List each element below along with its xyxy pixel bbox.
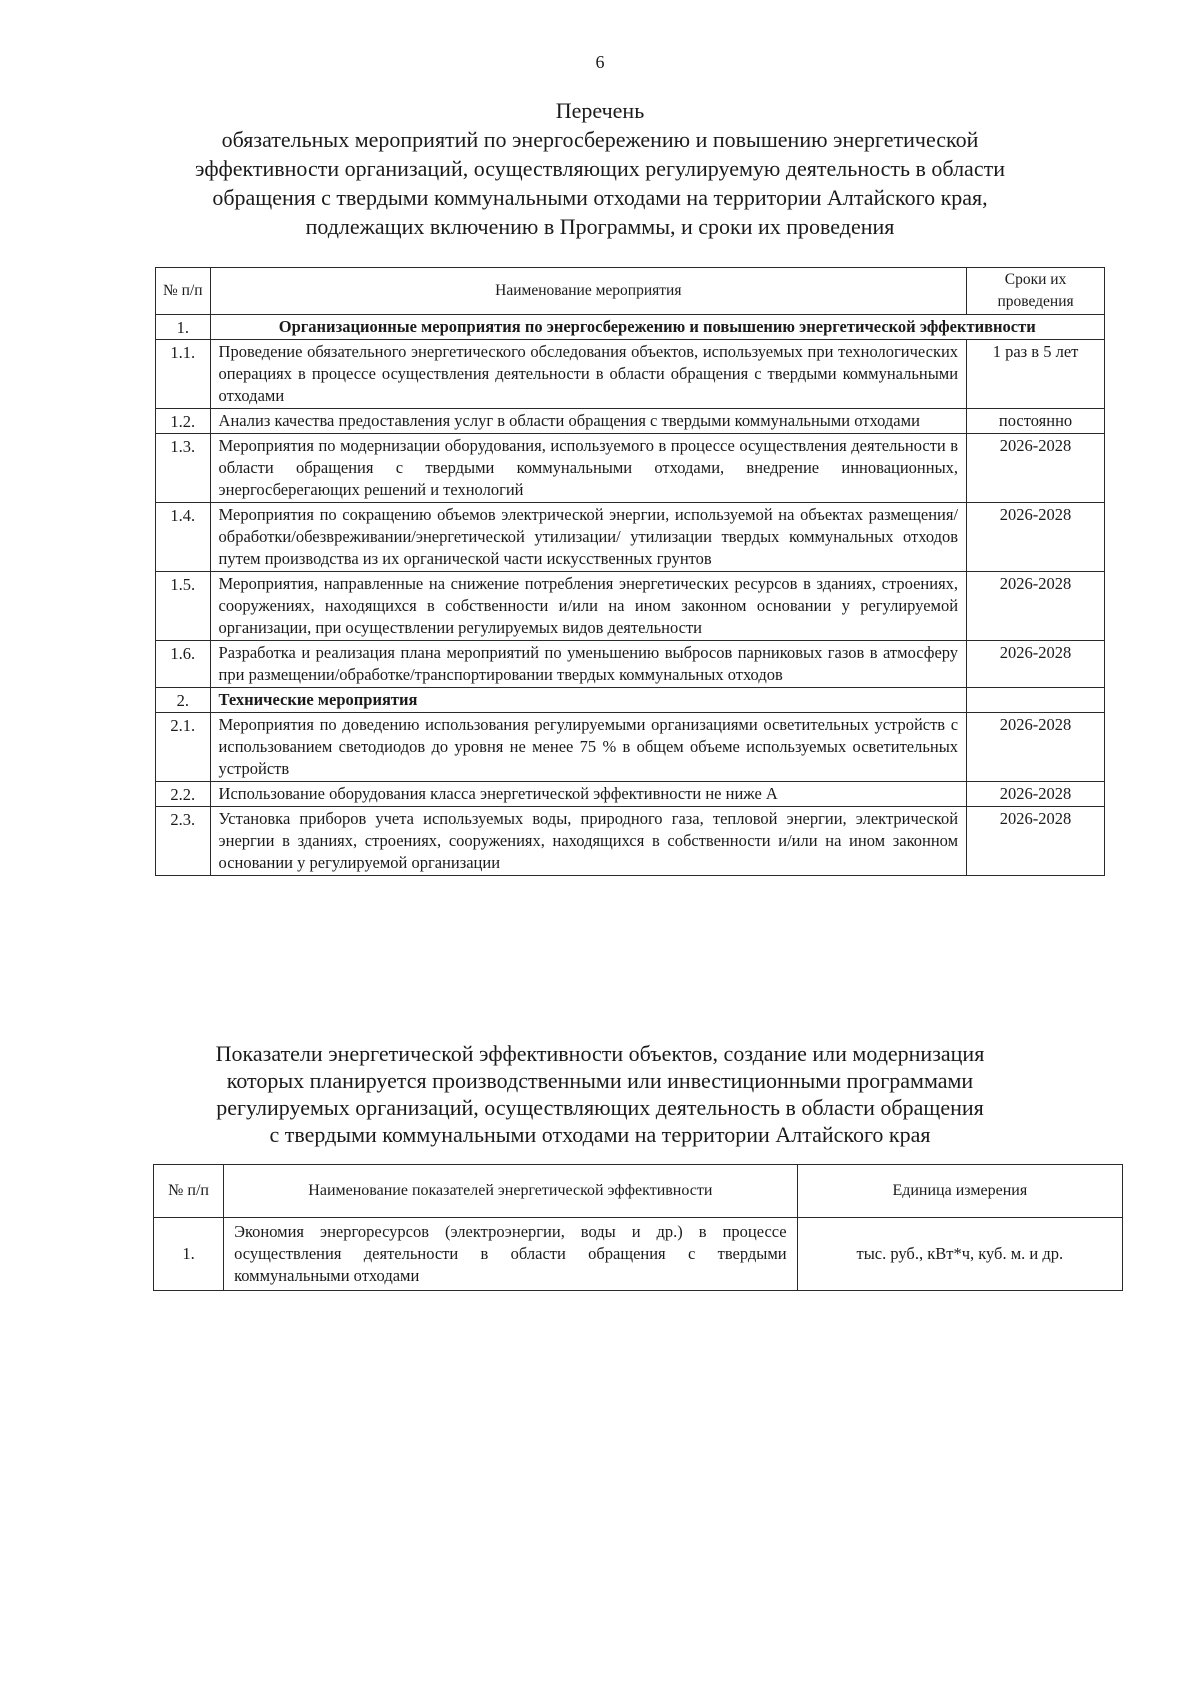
row-num: 2.3. — [156, 807, 211, 876]
title-line: регулируемых организаций, осуществляющих деятельность в области обращения — [216, 1095, 984, 1120]
row-num: 2.2. — [156, 782, 211, 807]
row-name: Мероприятия, направленные на снижение потребления энергетических ресурсов в зданиях, строениях, сооружениях, находящихся в собственности и/или на ином законном основании у регулируемой организации, при осуществлении регулируемых видов деятельности — [210, 572, 967, 641]
document-title — [150, 96, 1050, 241]
title-line: обязательных мероприятий по энергосбережению и повышению энергетической — [221, 127, 979, 152]
row-name: Мероприятия по доведению использования регулируемыми организациями осветительных устройств с использованием светодиодов до уровня не менее 75 % в общем объеме используемых осветительных устройств — [210, 713, 967, 782]
header-unit: Единица измерения — [797, 1165, 1122, 1218]
row-num: 1. — [156, 315, 211, 340]
table-row — [156, 641, 1105, 688]
row-num: 1.2. — [156, 409, 211, 434]
table-header-row — [154, 1165, 1123, 1218]
row-name: Мероприятия по сокращению объемов электрической энергии, используемой на объектах размещения/обработки/обезвреживании/энергетической утилизации/ утилизации твердых коммунальных отходов путем производства из их органической части искусственных грунтов — [210, 503, 967, 572]
row-term: 2026-2028 — [967, 641, 1105, 688]
indicators-title — [150, 1040, 1050, 1148]
row-term: 2026-2028 — [967, 713, 1105, 782]
row-num: 1.5. — [156, 572, 211, 641]
section-title: Технические мероприятия — [210, 688, 967, 713]
row-term: 2026-2028 — [967, 503, 1105, 572]
row-num: 2.1. — [156, 713, 211, 782]
row-name: Экономия энергоресурсов (электроэнергии, воды и др.) в процессе осуществления деятельности в области обращения с твердыми коммунальными отходами — [224, 1218, 798, 1291]
table-row — [156, 688, 1105, 713]
section-title: Организационные мероприятия по энергосбережению и повышению энергетической эффективности — [210, 315, 1104, 340]
header-name: Наименование показателей энергетической эффективности — [224, 1165, 798, 1218]
table-row — [156, 340, 1105, 409]
row-unit: тыс. руб., кВт*ч, куб. м. и др. — [797, 1218, 1122, 1291]
row-name: Проведение обязательного энергетического обследования объектов, используемых при технологических операциях в процессе осуществления деятельности в области обращения с твердыми коммунальными отходами — [210, 340, 967, 409]
table-row — [156, 713, 1105, 782]
title-line: которых планируется производственными или инвестиционными программами — [226, 1068, 974, 1093]
table-row — [154, 1218, 1123, 1291]
page-number: 6 — [595, 52, 605, 72]
row-term: 1 раз в 5 лет — [967, 340, 1105, 409]
title-line: Перечень — [555, 98, 645, 123]
row-name: Мероприятия по модернизации оборудования, используемого в процессе осуществления деятельности в области обращения с твердыми коммунальными отходами, внедрение инновационных, энергосберегающих решений и технологий — [210, 434, 967, 503]
table-row — [156, 782, 1105, 807]
row-name: Установка приборов учета используемых воды, природного газа, тепловой энергии, электрической энергии в зданиях, строениях, сооружениях, находящихся в собственности и/или на ином законном основании у регулируемой организации — [210, 807, 967, 876]
row-name: Использование оборудования класса энергетической эффективности не ниже А — [210, 782, 967, 807]
header-term: Сроки их проведения — [967, 268, 1105, 315]
row-name: Разработка и реализация плана мероприятий по уменьшению выбросов парниковых газов в атмосферу при размещении/обработке/транспортировании твердых коммунальных отходов — [210, 641, 967, 688]
title-line: с твердыми коммунальными отходами на территории Алтайского края — [269, 1122, 931, 1147]
measures-table — [155, 267, 1105, 876]
table-row — [156, 807, 1105, 876]
row-term — [967, 688, 1105, 713]
header-num: № п/п — [156, 268, 211, 315]
title-line: обращения с твердыми коммунальными отходами на территории Алтайского края, — [212, 185, 988, 210]
table-row — [156, 409, 1105, 434]
row-num: 1.3. — [156, 434, 211, 503]
row-num: 1. — [154, 1218, 224, 1291]
row-term: 2026-2028 — [967, 434, 1105, 503]
row-name: Анализ качества предоставления услуг в области обращения с твердыми коммунальными отходами — [210, 409, 967, 434]
header-num: № п/п — [154, 1165, 224, 1218]
table-header-row — [156, 268, 1105, 315]
table-row — [156, 434, 1105, 503]
row-term: 2026-2028 — [967, 572, 1105, 641]
row-term: 2026-2028 — [967, 807, 1105, 876]
indicators-table — [153, 1164, 1123, 1291]
row-num: 1.1. — [156, 340, 211, 409]
row-num: 1.6. — [156, 641, 211, 688]
title-line: эффективности организаций, осуществляющих регулируемую деятельность в области — [195, 156, 1005, 181]
table-row — [156, 315, 1105, 340]
row-term: 2026-2028 — [967, 782, 1105, 807]
title-line: Показатели энергетической эффективности объектов, создание или модернизация — [215, 1041, 985, 1066]
title-line: подлежащих включению в Программы, и сроки их проведения — [305, 214, 895, 239]
row-num: 2. — [156, 688, 211, 713]
header-name: Наименование мероприятия — [210, 268, 967, 315]
table-row — [156, 503, 1105, 572]
row-num: 1.4. — [156, 503, 211, 572]
table-row — [156, 572, 1105, 641]
row-term: постоянно — [967, 409, 1105, 434]
